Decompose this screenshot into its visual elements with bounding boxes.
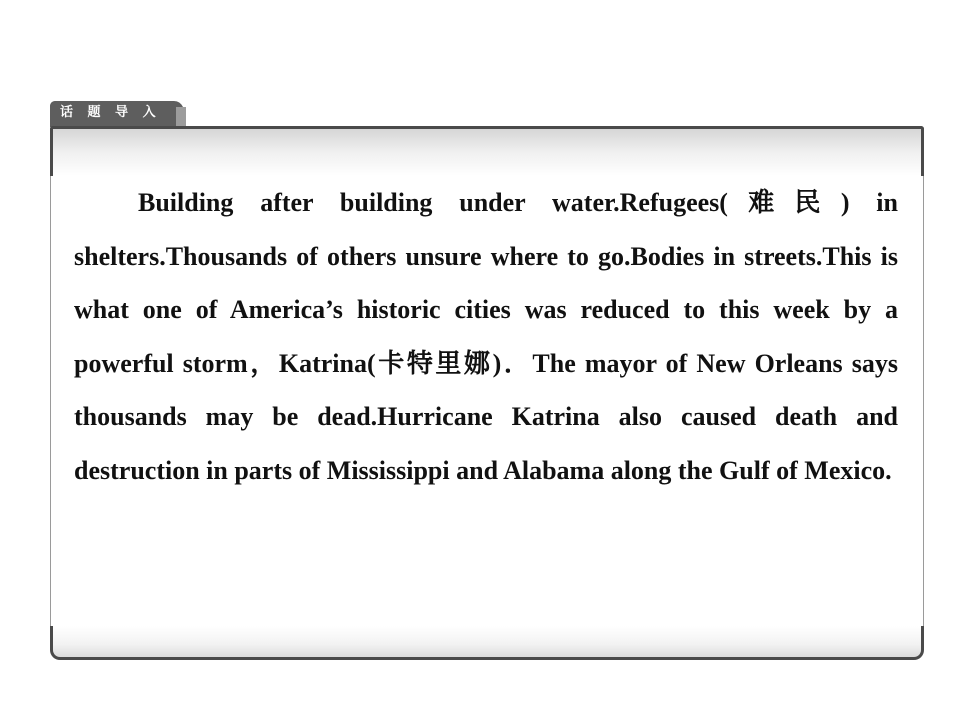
frame-top-bar [50, 126, 924, 176]
frame-right-edge [923, 176, 924, 626]
section-tab-label: 话 题 导 入 [60, 105, 161, 120]
section-tab [50, 101, 186, 127]
reading-passage: Building after building under water.Refugees(难民) in shelters.Thousands of others unsure where to go.Bodies in streets.This is what one of America’s historic cities was reduced to this week by a powerful storm，Katrina(卡特里娜)．The mayor of New Orleans says thousands may be dead.Hurricane Katrina also caused death and destruction in parts of Mississippi and Alabama along the Gulf of Mexico. [74, 188, 898, 485]
frame-bottom-bar [50, 626, 924, 660]
frame-left-edge [50, 176, 51, 626]
